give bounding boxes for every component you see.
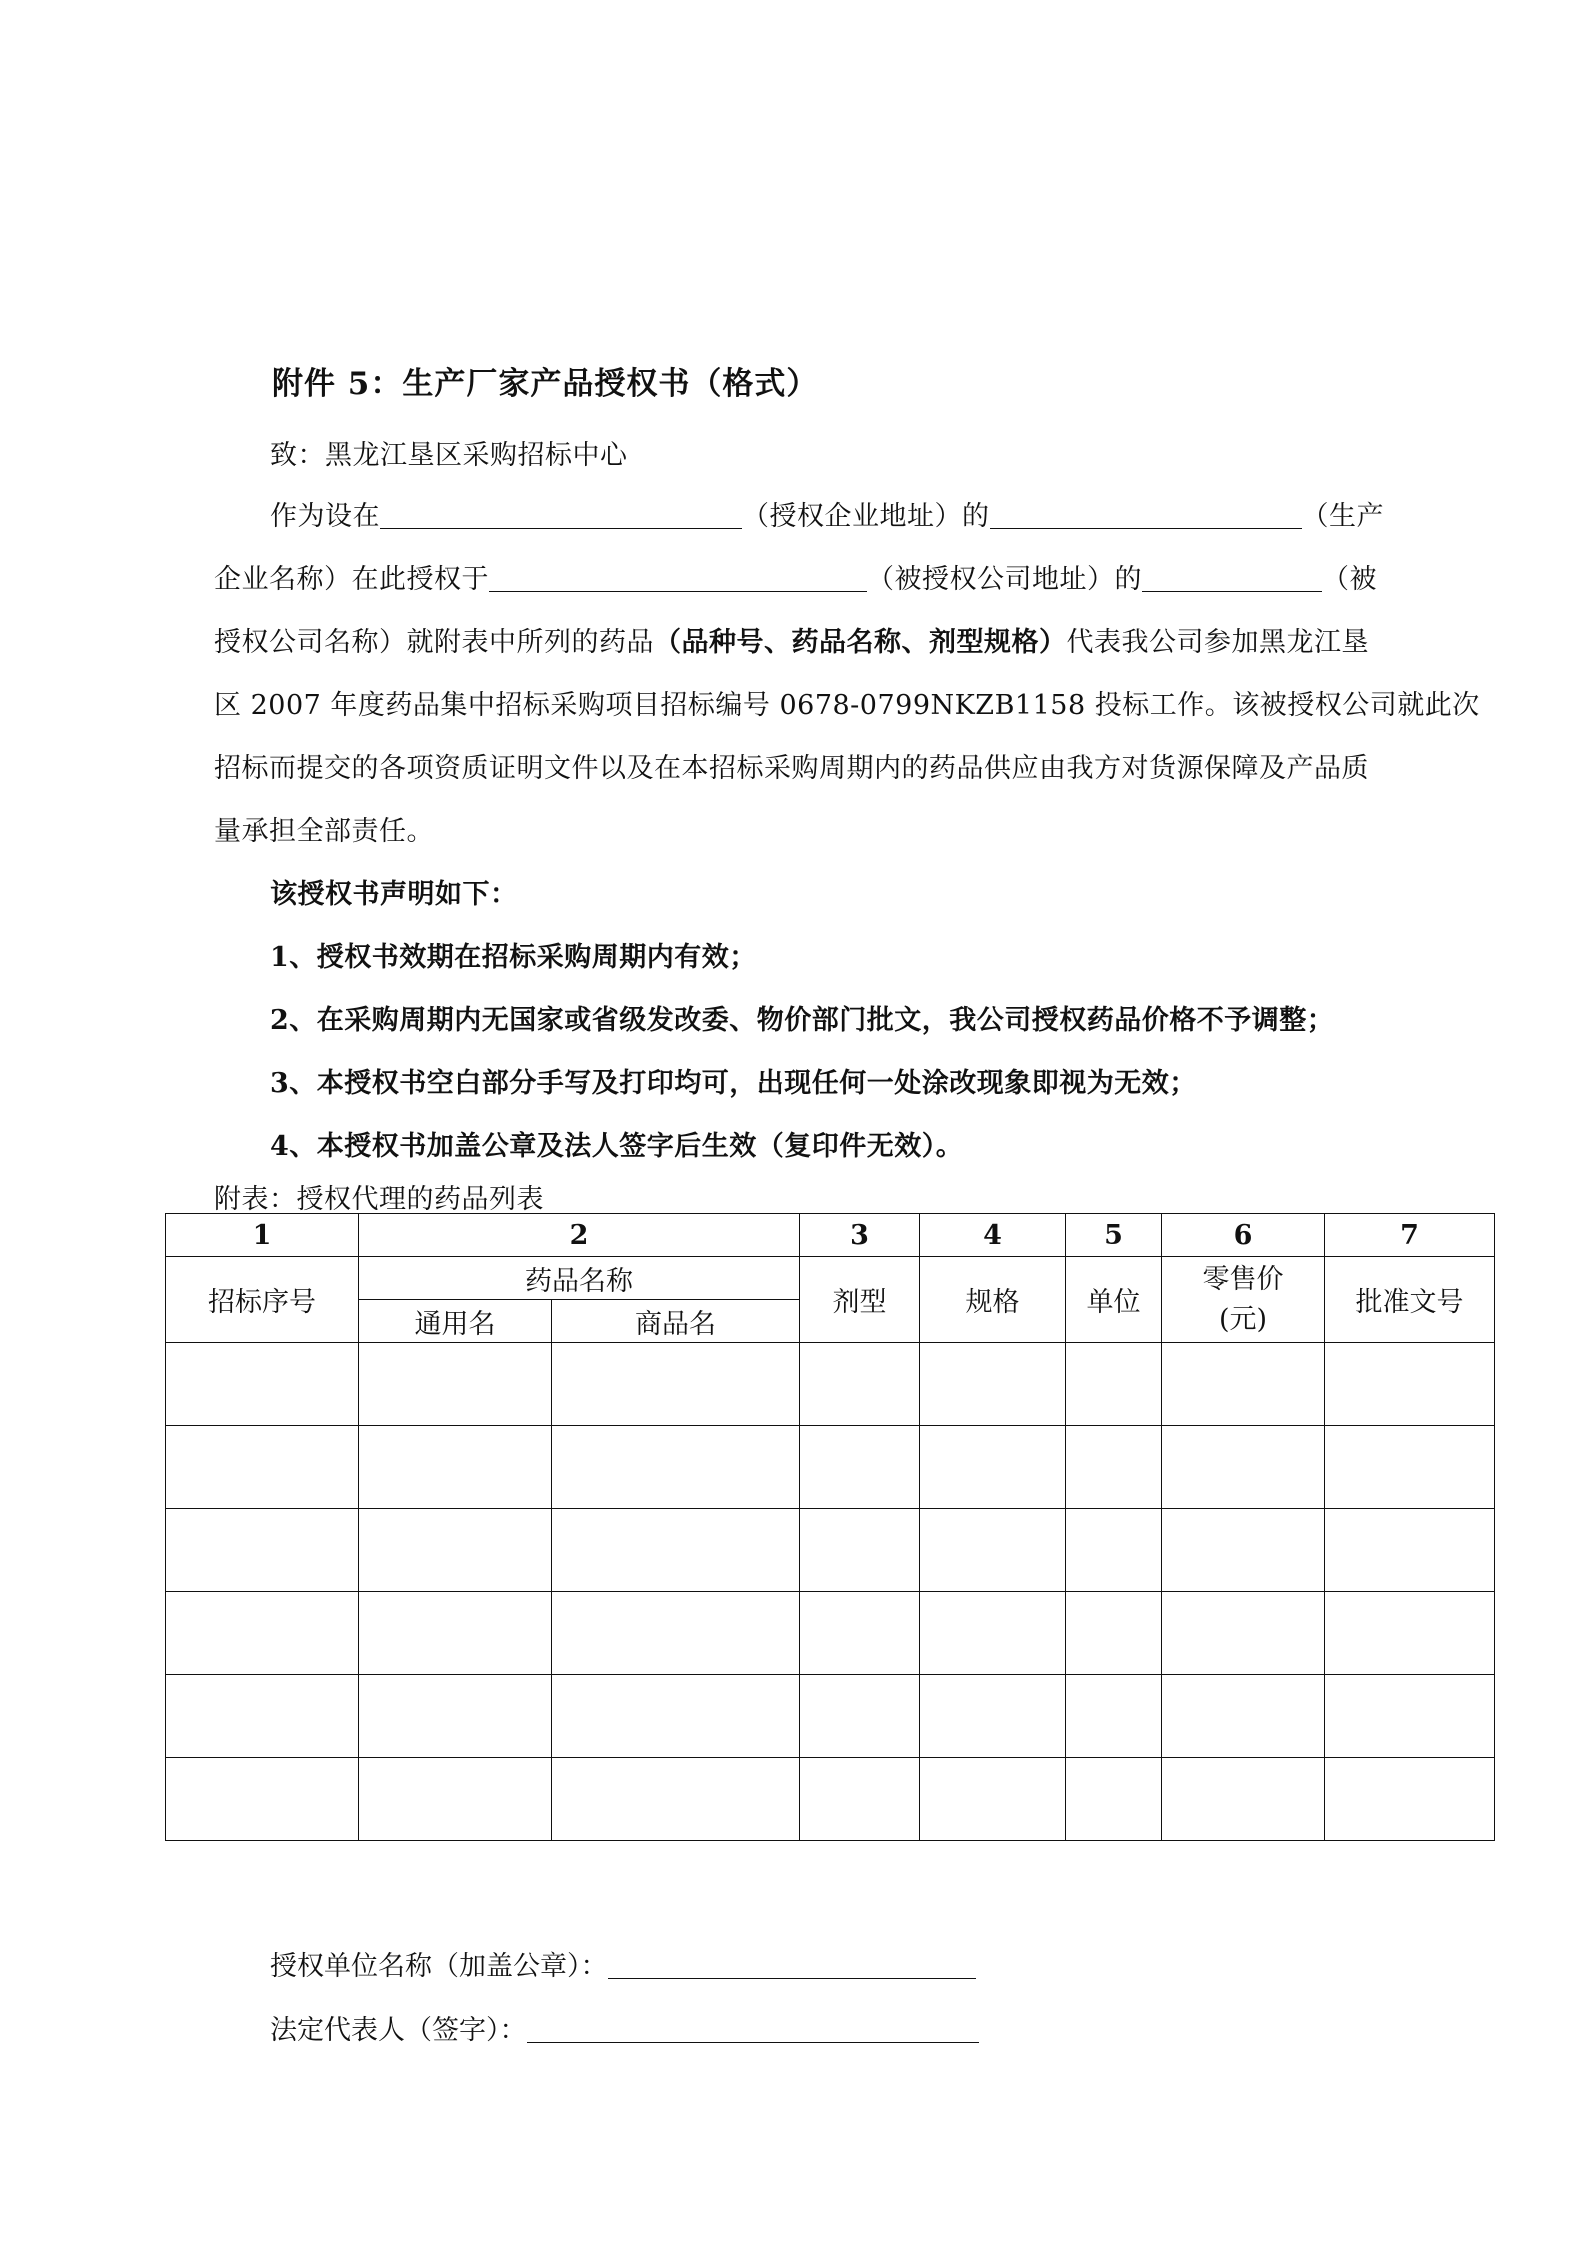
header-row <box>166 1257 1495 1300</box>
page-title: 附件 5：生产厂家产品授权书（格式） <box>272 366 819 402</box>
table-cell[interactable] <box>1325 1343 1495 1426</box>
table-cell[interactable] <box>1066 1509 1162 1592</box>
body-text: （被 <box>1322 564 1377 595</box>
column-number: 1 <box>166 1214 359 1257</box>
body-line-1 <box>270 494 1384 533</box>
signature-rep-label: 法定代表人（签字）： <box>270 2015 527 2046</box>
table-cell[interactable] <box>920 1509 1066 1592</box>
table-cell[interactable] <box>166 1509 359 1592</box>
body-text: 授权公司名称）就附表中所列的药品 <box>214 627 654 658</box>
table-row <box>166 1758 1495 1841</box>
table-cell[interactable] <box>1162 1343 1325 1426</box>
table-cell[interactable] <box>359 1509 552 1592</box>
table-cell[interactable] <box>920 1426 1066 1509</box>
declaration-item: 1、授权书效期在招标采购周期内有效； <box>270 942 757 973</box>
table-cell[interactable] <box>800 1426 920 1509</box>
declaration-item: 3、本授权书空白部分手写及打印均可，出现任何一处涂改现象即视为无效； <box>270 1068 1197 1099</box>
blank-authorizer-address[interactable] <box>380 500 742 529</box>
table-cell[interactable] <box>1162 1675 1325 1758</box>
table-cell[interactable] <box>920 1343 1066 1426</box>
table-cell[interactable] <box>800 1592 920 1675</box>
body-text: （授权企业地址）的 <box>742 501 990 532</box>
table-cell[interactable] <box>166 1343 359 1426</box>
column-number: 6 <box>1162 1214 1325 1257</box>
table-cell[interactable] <box>359 1758 552 1841</box>
blank-authorizing-unit[interactable] <box>608 1950 976 1979</box>
table-cell[interactable] <box>1162 1758 1325 1841</box>
header-spec: 规格 <box>920 1257 1066 1343</box>
table-cell[interactable] <box>166 1675 359 1758</box>
table-cell[interactable] <box>800 1675 920 1758</box>
header-retail-price <box>1162 1257 1325 1343</box>
table-cell[interactable] <box>552 1509 800 1592</box>
blank-authorized-company[interactable] <box>1142 563 1322 592</box>
header-unit: 单位 <box>1066 1257 1162 1343</box>
column-number: 2 <box>359 1214 800 1257</box>
table-cell[interactable] <box>552 1343 800 1426</box>
table-cell[interactable] <box>166 1426 359 1509</box>
body-text-bold: （品种号、药品名称、剂型规格） <box>654 627 1067 658</box>
table-cell[interactable] <box>920 1592 1066 1675</box>
table-row <box>166 1509 1495 1592</box>
declaration-item: 4、本授权书加盖公章及法人签字后生效（复印件无效）。 <box>270 1131 964 1162</box>
table-cell[interactable] <box>1325 1426 1495 1509</box>
table-cell[interactable] <box>800 1343 920 1426</box>
table-cell[interactable] <box>1066 1343 1162 1426</box>
table-cell[interactable] <box>1162 1426 1325 1509</box>
table-cell[interactable] <box>1066 1592 1162 1675</box>
table-cell[interactable] <box>359 1675 552 1758</box>
header-brand-name: 商品名 <box>552 1300 800 1343</box>
table-cell[interactable] <box>1325 1675 1495 1758</box>
header-retail-price-unit: (元) <box>1218 1303 1268 1335</box>
signature-unit-label: 授权单位名称（加盖公章）： <box>270 1951 608 1982</box>
table-cell[interactable] <box>359 1343 552 1426</box>
column-number: 7 <box>1325 1214 1495 1257</box>
body-text: 企业名称）在此授权于 <box>214 564 489 595</box>
table-cell[interactable] <box>800 1509 920 1592</box>
body-line-3 <box>214 620 1369 659</box>
blank-authorized-address[interactable] <box>489 563 867 592</box>
header-generic-name: 通用名 <box>359 1300 552 1343</box>
table-cell[interactable] <box>166 1758 359 1841</box>
table-caption: 附表：授权代理的药品列表 <box>214 1184 544 1215</box>
signature-rep-line <box>270 2008 979 2047</box>
column-number-row <box>166 1214 1495 1257</box>
table-cell[interactable] <box>552 1758 800 1841</box>
table-cell[interactable] <box>552 1426 800 1509</box>
table-row <box>166 1675 1495 1758</box>
header-drug-name: 药品名称 <box>359 1257 800 1300</box>
header-retail-price-label: 零售价 <box>1202 1263 1284 1295</box>
table-cell[interactable] <box>1325 1592 1495 1675</box>
body-line-2 <box>214 557 1377 596</box>
body-line-5: 招标而提交的各项资质证明文件以及在本招标采购周期内的药品供应由我方对货源保障及产品质 <box>214 753 1369 784</box>
table-cell[interactable] <box>166 1592 359 1675</box>
table-cell[interactable] <box>552 1675 800 1758</box>
body-text: 作为设在 <box>270 501 380 532</box>
table-cell[interactable] <box>359 1426 552 1509</box>
declaration-heading: 该授权书声明如下： <box>270 879 518 910</box>
table-cell[interactable] <box>1162 1509 1325 1592</box>
body-line-6: 量承担全部责任。 <box>214 816 434 847</box>
column-number: 5 <box>1066 1214 1162 1257</box>
table-cell[interactable] <box>920 1675 1066 1758</box>
table-cell[interactable] <box>1066 1675 1162 1758</box>
body-text: 代表我公司参加黑龙江垦 <box>1066 627 1369 658</box>
table-cell[interactable] <box>1066 1426 1162 1509</box>
header-bid-no: 招标序号 <box>166 1257 359 1343</box>
blank-legal-representative[interactable] <box>527 2014 979 2043</box>
table-cell[interactable] <box>359 1592 552 1675</box>
table-cell[interactable] <box>1325 1509 1495 1592</box>
table-row <box>166 1592 1495 1675</box>
signature-unit-line <box>270 1944 976 1983</box>
recipient-line: 致：黑龙江垦区采购招标中心 <box>270 440 628 471</box>
column-number: 4 <box>920 1214 1066 1257</box>
drug-list-table <box>165 1213 1495 1841</box>
header-approval-no: 批准文号 <box>1325 1257 1495 1343</box>
table-cell[interactable] <box>800 1758 920 1841</box>
declaration-item: 2、在采购周期内无国家或省级发改委、物价部门批文，我公司授权药品价格不予调整； <box>270 1005 1335 1036</box>
body-text: （生产 <box>1301 501 1384 532</box>
blank-manufacturer-name[interactable] <box>990 500 1302 529</box>
header-form: 剂型 <box>800 1257 920 1343</box>
table-cell[interactable] <box>1066 1758 1162 1841</box>
table-cell[interactable] <box>1325 1758 1495 1841</box>
column-number: 3 <box>800 1214 920 1257</box>
body-text: （被授权公司地址）的 <box>867 564 1142 595</box>
body-line-4: 区 2007 年度药品集中招标采购项目招标编号 0678-0799NKZB1158 投标工作。该被授权公司就此次 <box>214 690 1480 721</box>
table-cell[interactable] <box>1162 1592 1325 1675</box>
table-row <box>166 1426 1495 1509</box>
table-cell[interactable] <box>552 1592 800 1675</box>
table-cell[interactable] <box>920 1758 1066 1841</box>
table-row <box>166 1343 1495 1426</box>
